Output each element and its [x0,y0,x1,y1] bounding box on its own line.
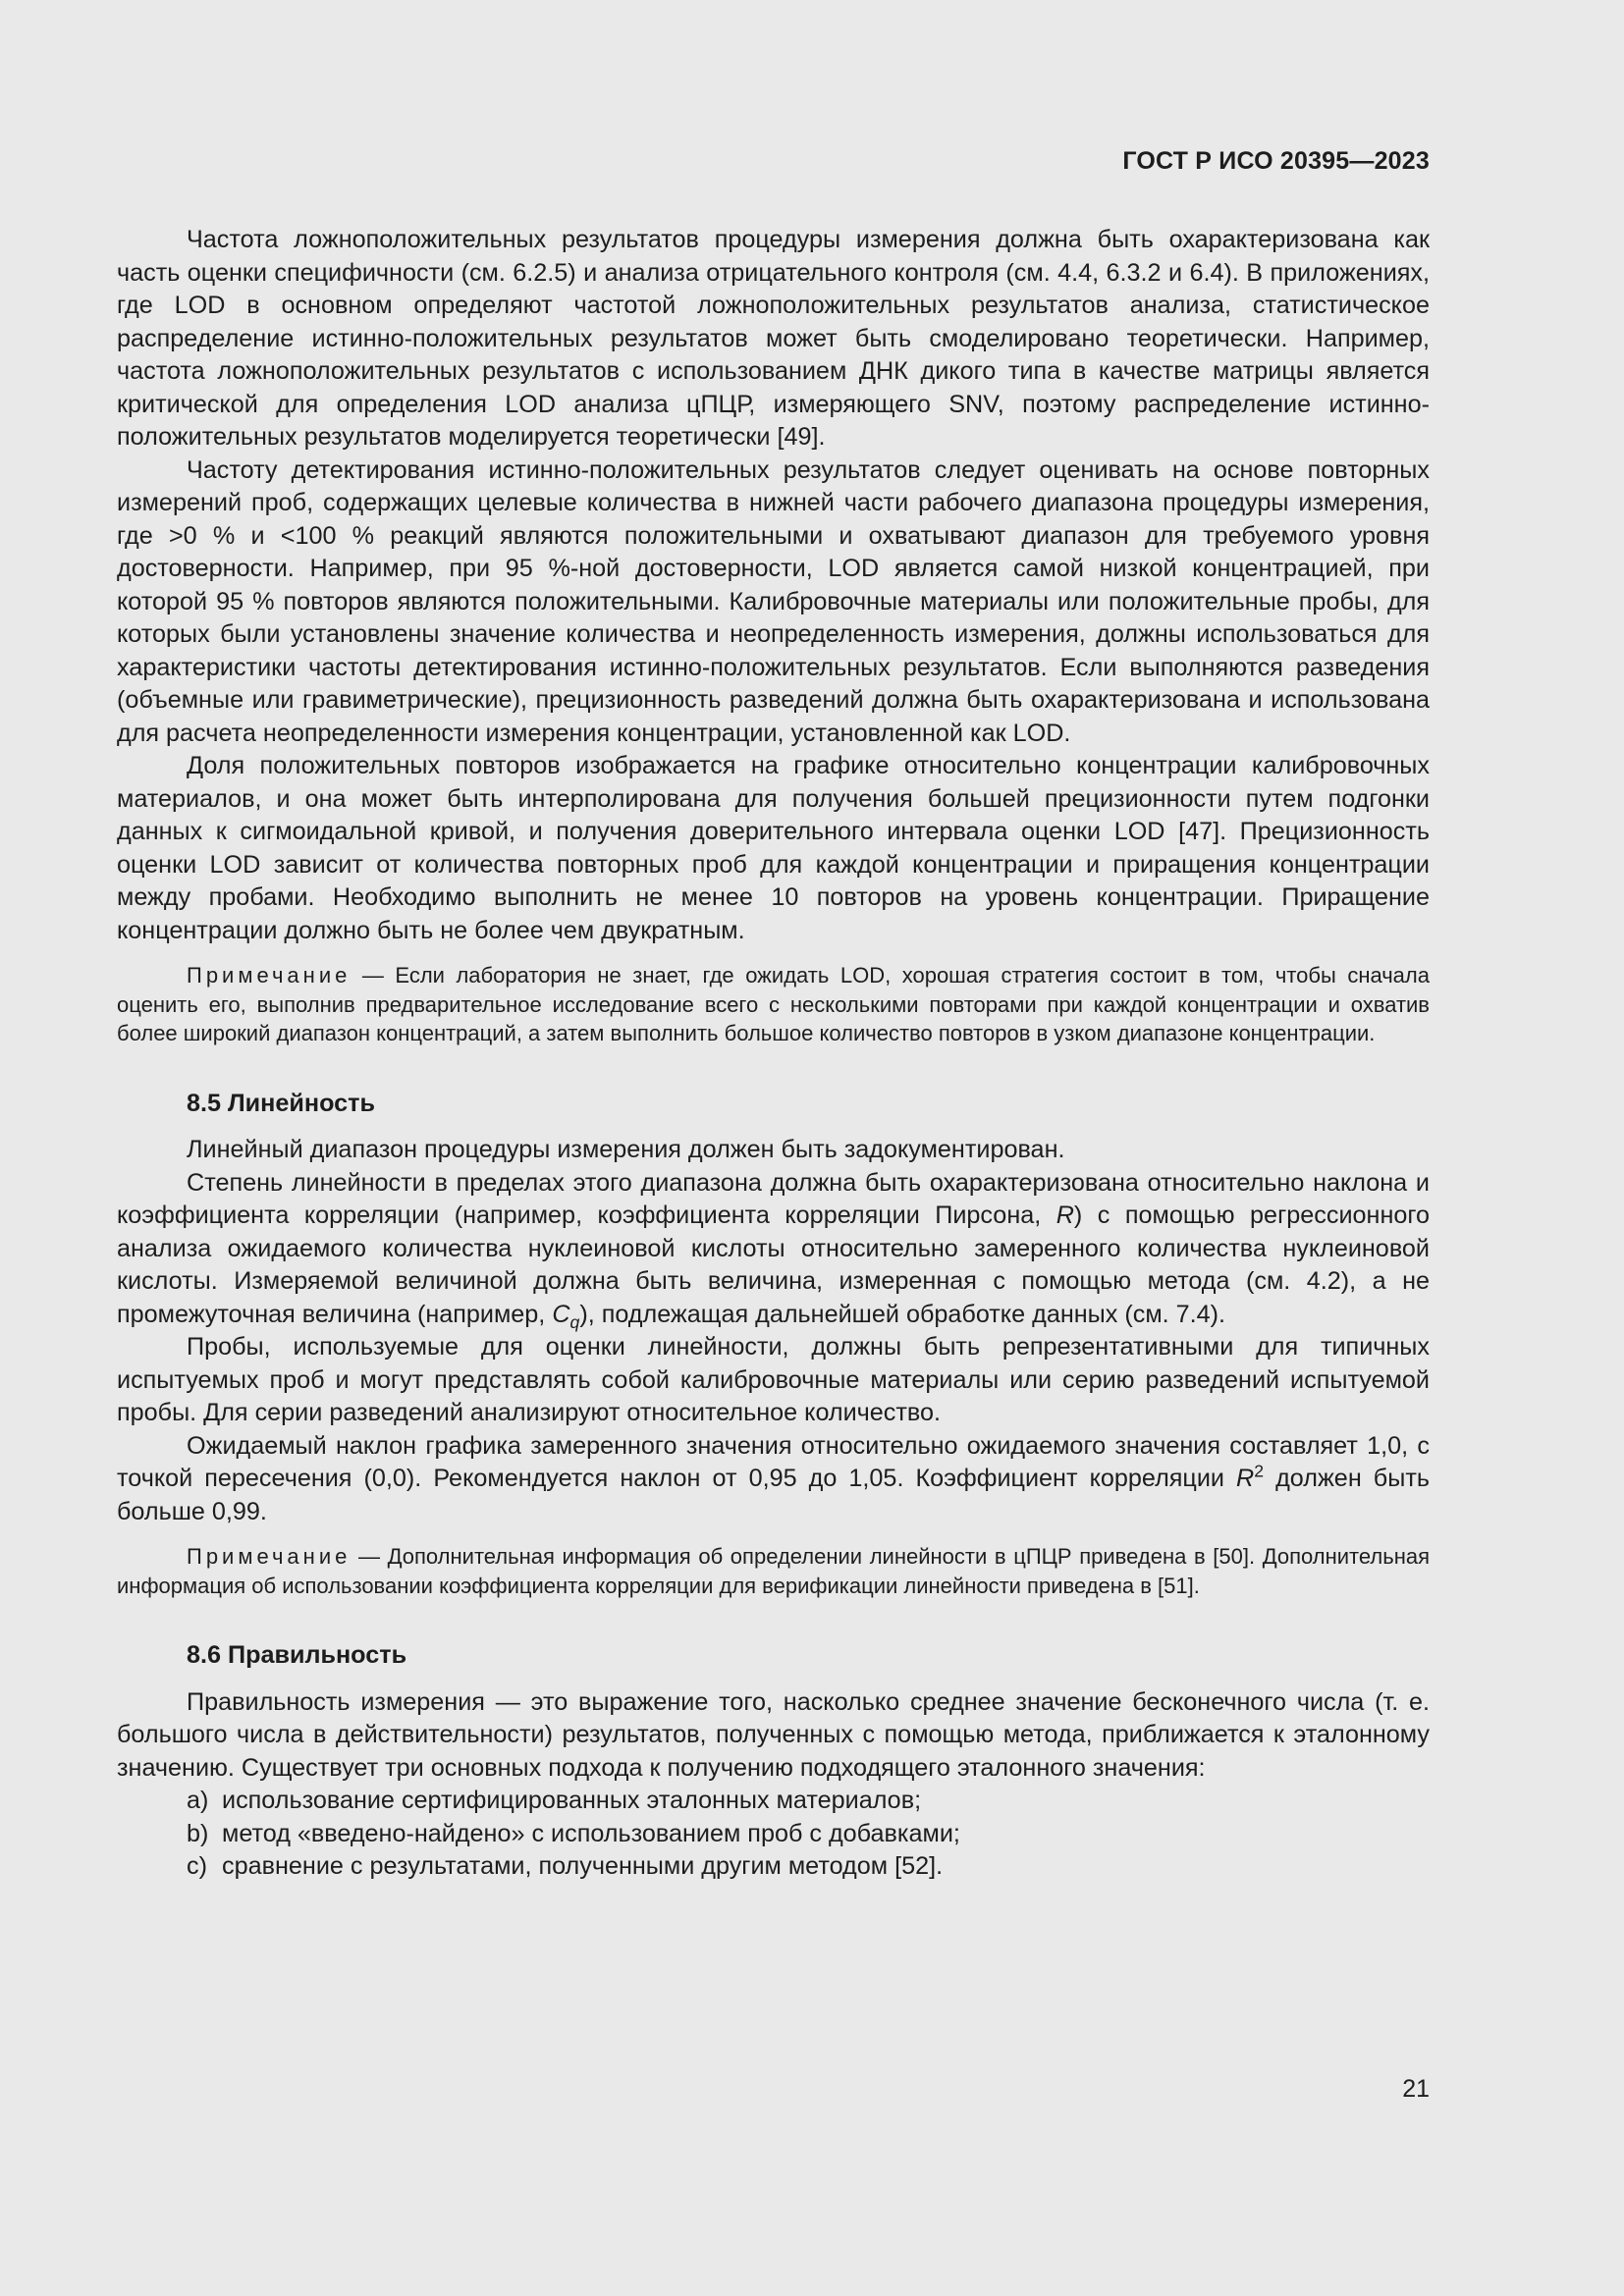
document-code: ГОСТ Р ИСО 20395—2023 [1122,147,1430,175]
paragraph-detection-rate: Частоту детектирования истинно-положительных результатов следует оценивать на основе повторных измерений проб, содержащих целевые количества в нижней части рабочего диапазона процедуры измерения, где >0 % и <100 % реакций являются положительными и охватывают диапазон для требуемого уровня достоверности. Например, при 95 %-ной достоверности, LOD является самой низкой концентрацией, при которой 95 % повторов являются положительными. Калибровочные материалы или положительные пробы, для которых были установлены значение количества и неопределенность измерения, должны использоваться для характеристики частоты детектирования истинно-положительных результатов. Если выполняются разведения (объемные или гравиметрические), прецизионность разведений должна быть охарактеризована и использована для расчета неопределенности измерения концентрации, установленной как LOD. [117,455,1430,747]
list-marker: b) [187,1819,209,1847]
page-number: 21 [1402,2075,1430,2103]
text-run: ), подлежащая дальнейшей обработке данных (см. 7.4). [579,1300,1226,1328]
list-item-text: сравнение с результатами, полученными другим методом [52]. [222,1852,944,1880]
text-run: ) с помощью регрессионного анализа ожидаемого количества нуклеиновой кислоты относительно замеренного количества нуклеиновой кислоты. Измеряемой величиной должна быть величина, измеренная с помощью метода (см. 4.2), а не промежуточная величина (например, [117,1201,1431,1328]
note-label: Примечание [187,963,352,988]
paragraph-linearity-degree [117,1167,1430,1332]
section-title-trueness: 8.6 Правильность [187,1641,407,1669]
list-marker: a) [187,1787,209,1814]
italic-symbol-r: R [1236,1465,1255,1492]
paragraph-linearity-samples: Пробы, используемые для оценки линейности, должны быть репрезентативными для типичных испытуемых проб и могут представлять собой калибровочные материалы или серию разведений испытуемой пробы. Для серии разведений анализируют относительное количество. [117,1333,1430,1426]
italic-symbol-r: R [1056,1201,1074,1229]
paragraph-positive-replicates: Доля положительных повторов изображается на графике относительно концентрации калибровочных материалов, и она может быть интерполирована для получения большей прецизионности путем подгонки данных к сигмоидальной кривой, и получения доверительного интервала оценки LOD [47]. Прецизионность оценки LOD зависит от количества повторных проб для каждой концентрации и приращения концентрации между пробами. Необходимо выполнить не менее 10 повторов на уровень концентрации. Приращение концентрации должно быть не более чем двукратным. [117,752,1430,944]
text-run: должен быть больше 0,99. [117,1465,1430,1525]
list-item [187,1785,1430,1818]
note-text: — Дополнительная информация об определении линейности в цПЦР приведена в [50]. Дополнительная информация об использовании коэффициента корреляции для верификации линейности приведена в [51]. [117,1544,1430,1598]
list-item [187,1818,1430,1851]
page-body [117,224,1430,1884]
paragraph-linear-range: Линейный диапазон процедуры измерения должен быть задокументирован. [187,1136,1065,1163]
paragraph-expected-slope [117,1430,1430,1529]
list-item-text: использование сертифицированных эталонных материалов; [222,1787,922,1814]
paragraph-false-positive: Частота ложноположительных результатов процедуры измерения должна быть охарактеризована как часть оценки специфичности (см. 6.2.5) и анализа отрицательного контроля (см. 4.4, 6.3.2 и 6.4). В приложениях, где LOD в основном определяют частотой ложноположительных результатов анализа, статистическое распределение истинно-положительных результатов может быть смоделировано теоретически. Например, частота ложноположительных результатов с использованием ДНК дикого типа в качестве матрицы является критической для определения LOD анализа цПЦР, измеряющего SNV, поэтому распределение истинно-положительных результатов моделируется теоретически [49]. [117,226,1430,451]
section-title-linearity: 8.5 Линейность [187,1089,375,1117]
text-run: Степень линейности в пределах этого диапазона должна быть охарактеризована относительно наклона и коэффициента корреляции (например, коэффициента корреляции Пирсона, [117,1168,1430,1229]
text-run: Ожидаемый наклон графика замеренного значения относительно ожидаемого значения составляет 1,0, с точкой пересечения (0,0). Рекомендуется наклон от 0,95 до 1,05. Коэффициент корреляции [117,1431,1430,1492]
list-item [187,1850,1430,1884]
paragraph-trueness-definition: Правильность измерения — это выражение того, насколько среднее значение бесконечного числа (т. е. большого числа в действительности) результатов, полученных с помощью метода, приближается к эталонному значению. Существует три основных подхода к получению подходящего эталонного значения: [117,1687,1430,1782]
note-linearity-info [117,1542,1430,1600]
list-item-text: метод «введено-найдено» с использованием проб с добавками; [222,1819,960,1847]
italic-symbol-c: C [552,1300,570,1328]
subscript-q: q [569,1311,580,1332]
note-label: Примечание [187,1544,352,1569]
list-marker: c) [187,1852,207,1880]
superscript-2: 2 [1254,1461,1265,1481]
note-lod-strategy [117,961,1430,1048]
note-text: — Если лаборатория не знает, где ожидать LOD, хорошая стратегия состоит в том, чтобы сначала оценить его, выполнив предварительное исследование всего с несколькими повторами при каждой концентрации и охватив более широкий диапазон концентраций, а затем выполнить большое количество повторов в узком диапазоне концентрации. [117,963,1430,1045]
